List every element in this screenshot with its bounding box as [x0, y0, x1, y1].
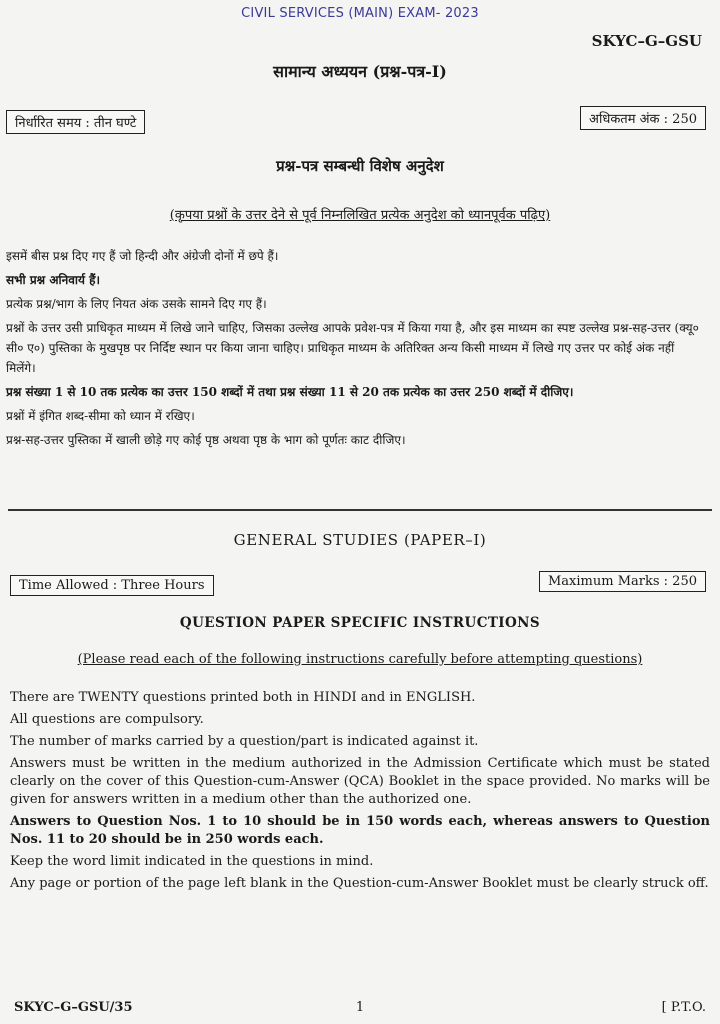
- english-instruction: Keep the word limit indicated in the questions in mind.: [10, 854, 374, 869]
- hindi-time-allowed-box: निर्धारित समय : तीन घण्टे: [6, 110, 145, 134]
- english-instructions-list: [10, 689, 710, 897]
- hindi-max-marks-box: अधिकतम अंक : 250: [580, 106, 706, 130]
- hindi-instructions-list: [6, 246, 706, 454]
- hindi-instructions-note: (कृपया प्रश्नों के उत्तर देने से पूर्व निम्नलिखित प्रत्येक अनुदेश को ध्यानपूर्वक पढ़िए): [169, 208, 551, 223]
- page-number: 1: [355, 1000, 365, 1015]
- english-instruction: Answers must be written in the medium authorized in the Admission Certificate which must be stated clearly on the cover of this Question-cum-Answer (QCA) Booklet in the space provided. No marks will be given for answers written in a medium other than the authorized one.: [10, 756, 710, 807]
- english-instructions-title: QUESTION PAPER SPECIFIC INSTRUCTIONS: [179, 615, 541, 631]
- hindi-instruction: प्रश्नों में इंगित शब्द-सीमा को ध्यान में रखिए।: [6, 409, 195, 423]
- footer-paper-code: SKYC–G–GSU/35: [14, 1000, 133, 1015]
- hindi-instruction: सभी प्रश्न अनिवार्य हैं।: [6, 273, 101, 287]
- english-instruction: All questions are compulsory.: [10, 712, 204, 727]
- english-instruction: The number of marks carried by a question/part is indicated against it.: [10, 734, 479, 749]
- english-paper-title: GENERAL STUDIES (PAPER–I): [233, 531, 487, 549]
- pto-label: [ P.T.O.: [661, 1000, 706, 1015]
- english-instruction: Any page or portion of the page left blank in the Question-cum-Answer Booklet must be clearly struck off.: [10, 876, 709, 891]
- english-instruction: Answers to Question Nos. 1 to 10 should be in 150 words each, whereas answers to Question Nos. 11 to 20 should be in 250 words each.: [10, 814, 710, 847]
- section-divider: [8, 509, 712, 511]
- hindi-instruction: प्रश्न संख्या 1 से 10 तक प्रत्येक का उत्तर 150 शब्दों में तथा प्रश्न संख्या 11 से 20 तक प्रत्येक का उत्तर 250 शब्दों में दीजिए।: [6, 385, 574, 399]
- paper-code: SKYC–G–GSU: [591, 32, 702, 50]
- english-time-allowed-box: Time Allowed : Three Hours: [10, 575, 214, 596]
- hindi-instruction: इसमें बीस प्रश्न दिए गए हैं जो हिन्दी और अंग्रेजी दोनों में छपे हैं।: [6, 249, 279, 263]
- english-instruction: There are TWENTY questions printed both in HINDI and in ENGLISH.: [10, 690, 476, 705]
- hindi-instruction: प्रत्येक प्रश्न/भाग के लिए नियत अंक उसके सामने दिए गए हैं।: [6, 297, 267, 311]
- exam-title: CIVIL SERVICES (MAIN) EXAM- 2023: [241, 6, 479, 21]
- hindi-instruction: प्रश्न-सह-उत्तर पुस्तिका में खाली छोड़े गए कोई पृष्ठ अथवा पृष्ठ के भाग को पूर्णतः काट दीजिए।: [6, 433, 406, 447]
- hindi-instruction: प्रश्नों के उत्तर उसी प्राधिकृत माध्यम में लिखे जाने चाहिए, जिसका उल्लेख आपके प्रवेश-पत्र में किया गया है, और इस माध्यम का स्पष्ट उल्लेख प्रश्न-सह-उत्तर (क्यू० सी० ए०) पुस्तिका के मुखपृष्ठ पर निर्दिष्ट स्थान पर किया जाना चाहिए। प्राधिकृत माध्यम के अतिरिक्त अन्य किसी माध्यम में लिखे गए उत्तर पर कोई अंक नहीं मिलेंगे।: [6, 321, 699, 375]
- english-instructions-note: (Please read each of the following instructions carefully before attempting questions): [77, 652, 643, 667]
- hindi-paper-title: सामान्य अध्ययन (प्रश्न-पत्र-I): [273, 62, 447, 81]
- hindi-instructions-title: प्रश्न-पत्र सम्बन्धी विशेष अनुदेश: [276, 157, 444, 175]
- english-max-marks-box: Maximum Marks : 250: [539, 571, 706, 592]
